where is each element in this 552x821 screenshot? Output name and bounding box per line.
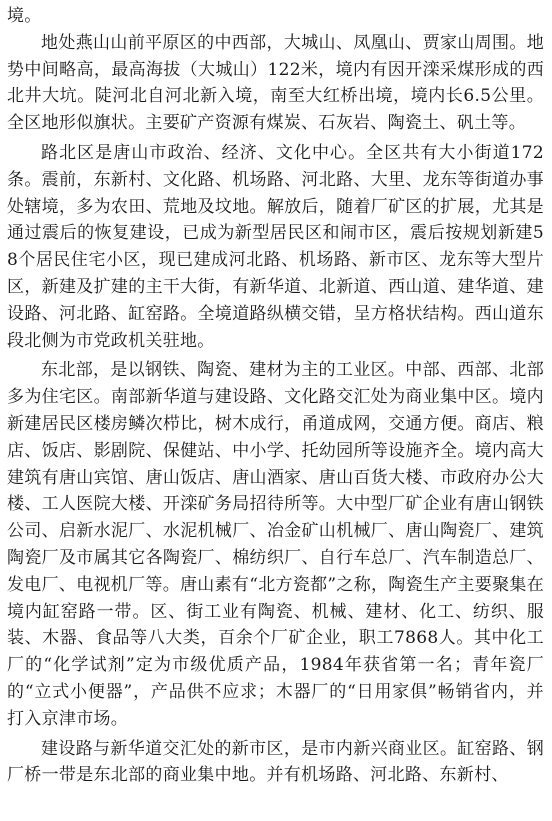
paragraph-industry: 东北部，是以钢铁、陶瓷、建材为主的工业区。中部、西部、北部多为住宅区。南部新华道与建设路、文化路交汇处为商业集中区。境内新建居民区楼房鳞次栉比，树木成行，甬道成网，交通方便。商店、粮店、饭店、影剧院、保健站、中小学、托幼园所等设施齐全。境内高大建筑有唐山宾馆、唐山饭店、唐山酒家、唐山百货大楼、市政府办公大楼、工人医院大楼、开滦矿务局招待所等。大中型厂矿企业有唐山钢铁公司、启新水泥厂、水泥机械厂、冶金矿山机械厂、唐山陶瓷厂、建筑陶瓷厂及市属其它各陶瓷厂、棉纺织厂、自行车总厂、汽车制造总厂、发电厂、电视机厂等。唐山素有“北方瓷都”之称，陶瓷生产主要聚集在境内缸窑路一带。区、街工业有陶瓷、机械、建材、化工、纺织、服装、木器、食品等八大类，百余个厂矿企业，职工7868人。其中化工厂的“化学试剂”定为市级优质产品，1984年获省第一名；青年瓷厂的“立式小便器”，产品供不应求；木器厂的“日用家俱”畅销省内，并打入京津市场。 bbox=[7, 360, 544, 729]
paragraph-geography: 地处燕山山前平原区的中西部，大城山、凤凰山、贾家山周围。地势中间略高，最高海拔（大城山）122米，境内有因开滦采煤形成的西北井大坑。陡河北自河北新入境，南至大红桥出境，境内长6.5公里。全区地形似旗状。主要矿产资源有煤炭、石灰岩、陶瓷土、矾土等。 bbox=[7, 32, 544, 134]
paragraph-continued: 境。 bbox=[7, 6, 42, 26]
paragraph-commerce: 建设路与新华道交汇处的新市区，是市内新兴商业区。缸窑路、钢厂桥一带是东北部的商业集中地。并有机场路、河北路、东新村、 bbox=[7, 738, 544, 786]
paragraph-district-overview: 路北区是唐山市政治、经济、文化中心。全区共有大小街道172条。震前，东新村、文化路、机场路、河北路、大里、龙东等街道办事处辖境，多为农田、荒地及坟地。解放后，随着厂矿区的扩展，尤其是通过震后的恢复建设，已成为新型居民区和闹市区，震后按规划新建58个居民住宅小区，现已建成河北路、机场路、新市区、龙东等大型片区，新建及扩建的主干大街，有新华道、北新道、西山道、建华道、建设路、河北路、缸窑路。全境道路纵横交错，呈方格状结构。西山道东段北侧为市党政机关驻地。 bbox=[7, 142, 544, 351]
